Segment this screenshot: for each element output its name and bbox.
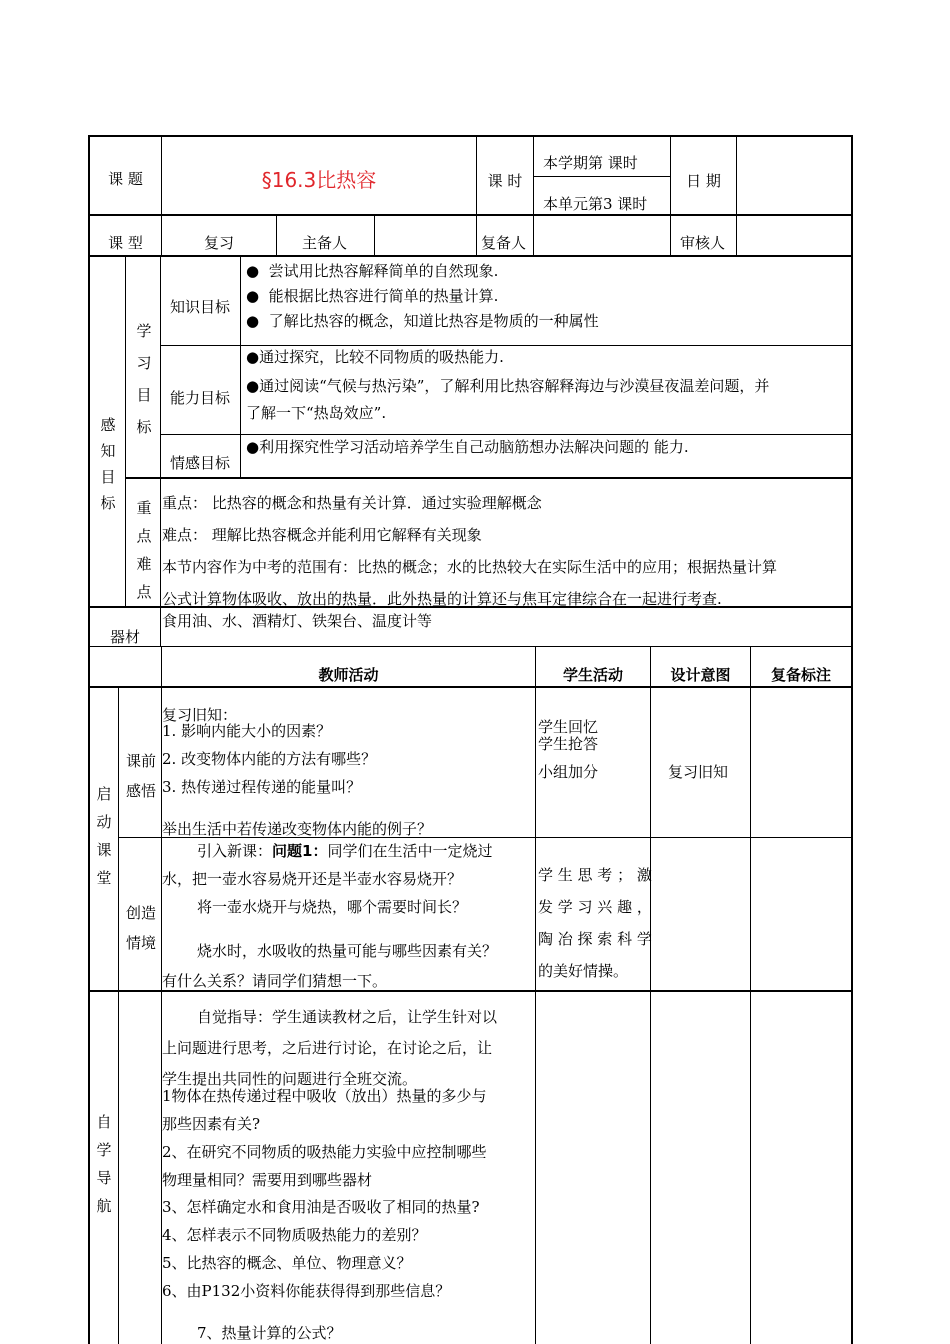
knowledge-goal-label: 知识目标 <box>170 298 231 316</box>
period-unit: 本单元第3 课时 <box>543 195 648 213</box>
student-think-3: 陶 冶 探 索 科 学 <box>538 930 652 948</box>
goals-section-label: 感知目标 <box>100 416 116 512</box>
date-label: 日 期 <box>686 172 721 190</box>
pre-class-label: 课前感悟 <box>125 752 156 800</box>
period-label: 课 时 <box>487 172 523 190</box>
student-activity-header: 学生活动 <box>562 666 623 684</box>
key-points-label: 重点难点 <box>136 499 152 601</box>
scene-line-2: 水，把一壶水容易烧开还是半壶水容易烧开？ <box>162 870 463 888</box>
exam-scope-line-1: 本节内容作为中考的范围有：比热的概念；水的比热较大在实际生活中的应用；根据热量计算 <box>162 558 778 576</box>
knowledge-goal-1: ● 尝试用比热容解释简单的自然现象. <box>246 262 499 280</box>
ability-goal-3: 了解一下“热岛效应”. <box>246 404 387 422</box>
self-study-question-6: 6、由P132小资料你能获得得到那些信息？ <box>162 1282 451 1300</box>
emotion-goal-label: 情感目标 <box>170 454 231 472</box>
reviewer-label: 审核人 <box>680 234 726 252</box>
student-answer: 学生抢答 <box>538 735 599 753</box>
design-intent-header: 设计意图 <box>670 666 731 684</box>
start-class-label: 启动课堂 <box>96 785 112 887</box>
self-study-question-3: 3、怎样确定水和食用油是否吸收了相同的热量? <box>162 1198 480 1216</box>
design-review: 复习旧知 <box>668 763 729 781</box>
self-study-question-1b: 那些因素有关? <box>162 1115 261 1133</box>
student-think-4: 的美好情操。 <box>538 962 629 980</box>
student-points: 小组加分 <box>538 763 599 781</box>
self-study-question-2a: 2、在研究不同物质的吸热能力实验中应控制哪些 <box>162 1143 487 1161</box>
review-question-1: 1. 影响内能大小的因素？ <box>162 722 332 740</box>
topic-label: 课 题 <box>108 170 143 188</box>
emotion-goal: ●利用探究性学习活动培养学生自己动脑筋想办法解决问题的 能力. <box>246 438 689 456</box>
equipment-label: 器材 <box>109 628 140 646</box>
preparer-label: 主备人 <box>302 234 348 252</box>
teacher-activity-header: 教师活动 <box>318 666 379 684</box>
self-study-line: 学生提出共同性的问题进行全班交流。 <box>162 1070 418 1088</box>
review-question-3: 3. 热传递过程传递的能量叫？ <box>162 778 362 796</box>
new-lesson-intro: 引入新课：问题1：同学们在生活中一定烧过 <box>197 842 493 860</box>
review-question-2: 2. 改变物体内能的方法有哪些？ <box>162 750 377 768</box>
co-preparer-label: 复备人 <box>481 234 527 252</box>
self-study-line: 自觉指导：学生通读教材之后，让学生针对以 <box>197 1008 498 1026</box>
scene-line-4: 烧水时，水吸收的热量可能与哪些因素有关？ <box>197 942 498 960</box>
key-point-line: 重点： 比热容的概念和热量有关计算．通过实验理解概念 <box>162 494 542 512</box>
knowledge-goal-3: ● 了解比热容的概念，知道比热容是物质的一种属性 <box>246 312 599 330</box>
study-goals-label: 学习目标 <box>136 322 152 436</box>
difficulty-line: 难点： 理解比热容概念并能利用它解释有关现象 <box>162 526 482 544</box>
self-study-question-7: 7、热量计算的公式？ <box>197 1324 342 1342</box>
knowledge-goal-2: ● 能根据比热容进行简单的热量计算. <box>246 287 499 305</box>
self-study-question-1a: 1物体在热传递过程中吸收（放出）热量的多少与 <box>162 1087 487 1105</box>
ability-goal-label: 能力目标 <box>170 389 231 407</box>
ability-goal-2: ●通过阅读“气候与热污染”，了解利用比热容解释海边与沙漠昼夜温差问题，并 <box>246 377 770 395</box>
create-scene-label: 创造情境 <box>125 904 156 952</box>
scene-line-3: 将一壶水烧开与烧热，哪个需要时间长？ <box>197 898 468 916</box>
self-study-question-2b: 物理量相同？需要用到哪些器材 <box>162 1171 373 1189</box>
exam-scope-line-2: 公式计算物体吸收、放出的热量．此外热量的计算还与焦耳定律综合在一起进行考查. <box>162 590 722 608</box>
review-question-4: 举出生活中若传递改变物体内能的例子？ <box>162 820 433 838</box>
self-study-question-4: 4、怎样表示不同物质吸热能力的差别？ <box>162 1226 427 1244</box>
equipment-value: 食用油、水、酒精灯、铁架台、温度计等 <box>162 612 433 630</box>
type-value: 复习 <box>204 234 235 252</box>
student-recall: 学生回忆 <box>538 718 599 736</box>
self-study-line: 上问题进行思考，之后进行讨论，在讨论之后，让 <box>162 1039 493 1057</box>
scene-line-5: 有什么关系？请同学们猜想一下。 <box>162 972 388 990</box>
period-semester: 本学期第 课时 <box>543 154 638 172</box>
lesson-title: §16.3比热容 <box>261 168 377 192</box>
self-study-label: 自学导航 <box>96 1113 112 1215</box>
student-think-2: 发 学 习 兴 趣 ， <box>538 898 652 916</box>
ability-goal-1: ●通过探究，比较不同物质的吸热能力. <box>246 348 504 366</box>
notes-header: 复备标注 <box>770 666 831 684</box>
self-study-question-5: 5、比热容的概念、单位、物理意义？ <box>162 1254 412 1272</box>
type-label: 课 型 <box>108 234 143 252</box>
student-think-1: 学 生 思 考 ； 激 <box>538 866 652 884</box>
review-heading: 复习旧知： <box>162 706 238 724</box>
